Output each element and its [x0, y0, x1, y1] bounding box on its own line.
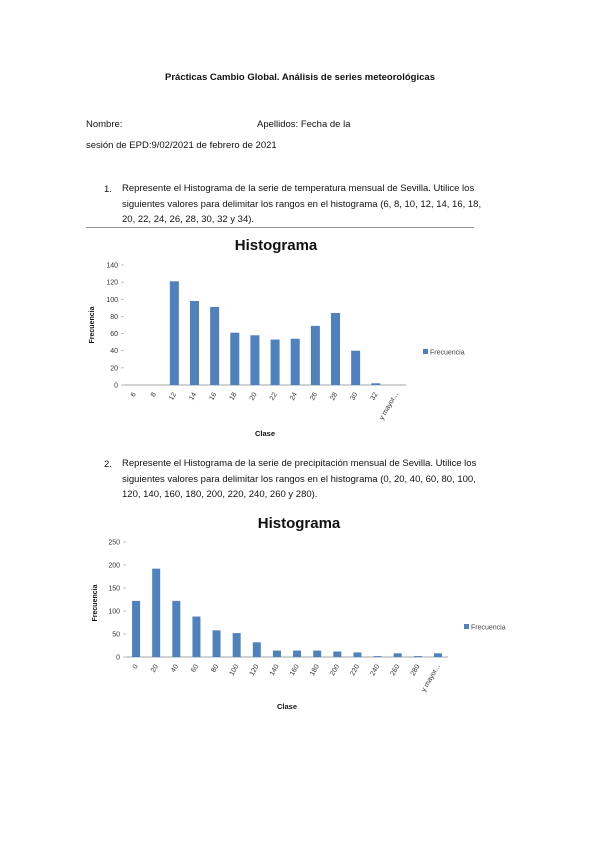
- bar-18: [230, 333, 239, 385]
- x-tick-label: 280: [409, 663, 422, 678]
- y-tick-label: 250: [108, 539, 120, 547]
- bar-280: [414, 656, 422, 657]
- bar-26: [311, 326, 320, 385]
- y-tick-label: 40: [110, 348, 118, 356]
- legend-swatch: [423, 349, 428, 354]
- x-tick-label: 18: [228, 391, 239, 402]
- x-tick-label: y mayor...: [420, 663, 442, 694]
- x-tick-label: 0: [131, 663, 140, 671]
- bar-120: [253, 642, 261, 657]
- x-tick-label: 140: [268, 663, 281, 678]
- x-tick-label: 30: [349, 391, 360, 402]
- x-tick-label: 28: [329, 391, 340, 402]
- y-tick-label: 60: [110, 331, 118, 339]
- bar-100: [233, 633, 241, 657]
- section-divider: [86, 227, 474, 228]
- x-tick-label: 180: [309, 663, 321, 678]
- x-tick-label: 200: [329, 663, 342, 678]
- legend-label: Frecuencia: [471, 624, 506, 632]
- bar-160: [293, 651, 301, 657]
- precipitation-histogram: [80, 508, 530, 718]
- temperature-histogram: [80, 230, 520, 445]
- y-axis-label: Frecuencia: [89, 306, 96, 344]
- question-1-line: siguientes valores para delimitar los rangos en el histograma (6, 8, 10, 12, 14, 16, 18,: [122, 198, 482, 210]
- x-tick-label: 80: [210, 663, 221, 674]
- y-tick-label: 50: [112, 631, 120, 639]
- legend-swatch: [464, 624, 469, 629]
- x-tick-label: 14: [188, 391, 199, 402]
- bar-40: [172, 601, 180, 657]
- question-2-line: siguientes valores para delimitar los rangos en el histograma (0, 20, 40, 60, 80, 100,: [122, 473, 476, 485]
- x-tick-label: 24: [288, 391, 299, 402]
- x-tick-label: 60: [190, 663, 201, 674]
- bar-30: [351, 351, 360, 385]
- x-tick-label: 260: [389, 663, 402, 678]
- y-tick-label: 140: [106, 262, 118, 270]
- bar-260: [394, 653, 402, 657]
- x-tick-label: 100: [228, 663, 241, 678]
- x-tick-label: 240: [369, 663, 382, 678]
- bar-140: [273, 651, 281, 657]
- y-tick-label: 0: [114, 382, 118, 390]
- x-tick-label: 120: [248, 663, 261, 678]
- bar-240: [374, 656, 382, 657]
- y-tick-label: 120: [106, 279, 118, 287]
- question-1-number: 1.: [104, 184, 112, 195]
- question-2-line: Represente el Histograma de la serie de precipitación mensual de Sevilla. Utilice los: [122, 458, 477, 469]
- surname-date-label: Apellidos: Fecha de la: [257, 119, 351, 130]
- chart-title: Histograma: [234, 237, 318, 254]
- x-tick-label: 12: [168, 391, 179, 402]
- x-tick-label: 22: [268, 391, 279, 402]
- chart-title: Histograma: [257, 515, 341, 532]
- question-2-number: 2.: [104, 459, 112, 470]
- x-axis-label: Clase: [254, 429, 276, 438]
- bar-80: [213, 630, 221, 657]
- bar-180: [313, 651, 321, 657]
- x-tick-label: 40: [170, 663, 181, 674]
- question-1-line: Represente el Histograma de la serie de temperatura mensual de Sevilla. Utilice los: [122, 183, 475, 194]
- y-tick-label: 100: [106, 296, 118, 304]
- bar-28: [331, 313, 340, 385]
- x-tick-label: 20: [248, 391, 259, 402]
- x-tick-label: 8: [149, 391, 158, 399]
- bar-220: [353, 652, 361, 657]
- document-title: Prácticas Cambio Global. Análisis de series meteorológicas: [165, 72, 435, 83]
- bar-0: [132, 601, 140, 657]
- question-1-line: 20, 22, 24, 26, 28, 30, 32 y 34).: [122, 214, 255, 225]
- x-tick-label: 26: [309, 391, 320, 402]
- bar-20: [250, 335, 259, 385]
- bar-ymayor: [434, 653, 442, 657]
- y-tick-label: 150: [108, 585, 120, 593]
- y-tick-label: 80: [110, 313, 118, 321]
- bar-12: [170, 281, 179, 385]
- name-label: Nombre:: [86, 119, 123, 130]
- question-2-line: 120, 140, 160, 180, 200, 220, 240, 260 y 280).: [122, 489, 318, 500]
- bar-24: [291, 339, 300, 385]
- x-tick-label: 160: [288, 663, 301, 678]
- x-tick-label: 32: [369, 391, 380, 402]
- bar-22: [271, 340, 280, 385]
- y-axis-label: Frecuencia: [92, 584, 99, 622]
- x-tick-label: 16: [208, 391, 219, 402]
- bar-14: [190, 301, 199, 385]
- x-tick-label: y mayor...: [378, 391, 400, 422]
- y-tick-label: 200: [108, 562, 120, 570]
- y-tick-label: 0: [116, 654, 120, 662]
- x-tick-label: 6: [129, 391, 138, 399]
- question-2-text: [122, 456, 512, 503]
- bar-20: [152, 569, 160, 657]
- question-1-text: [122, 181, 512, 228]
- x-tick-label: 220: [349, 663, 362, 678]
- bar-32: [371, 383, 380, 385]
- y-tick-label: 100: [108, 608, 120, 616]
- legend-label: Frecuencia: [430, 349, 465, 357]
- x-axis-label: Clase: [276, 702, 298, 711]
- x-tick-label: 20: [149, 663, 160, 674]
- bar-200: [333, 651, 341, 657]
- y-tick-label: 20: [110, 365, 118, 373]
- session-date-line: sesión de EPD:9/02/2021 de febrero de 2021: [86, 140, 277, 151]
- bar-60: [192, 617, 200, 657]
- bar-16: [210, 307, 219, 385]
